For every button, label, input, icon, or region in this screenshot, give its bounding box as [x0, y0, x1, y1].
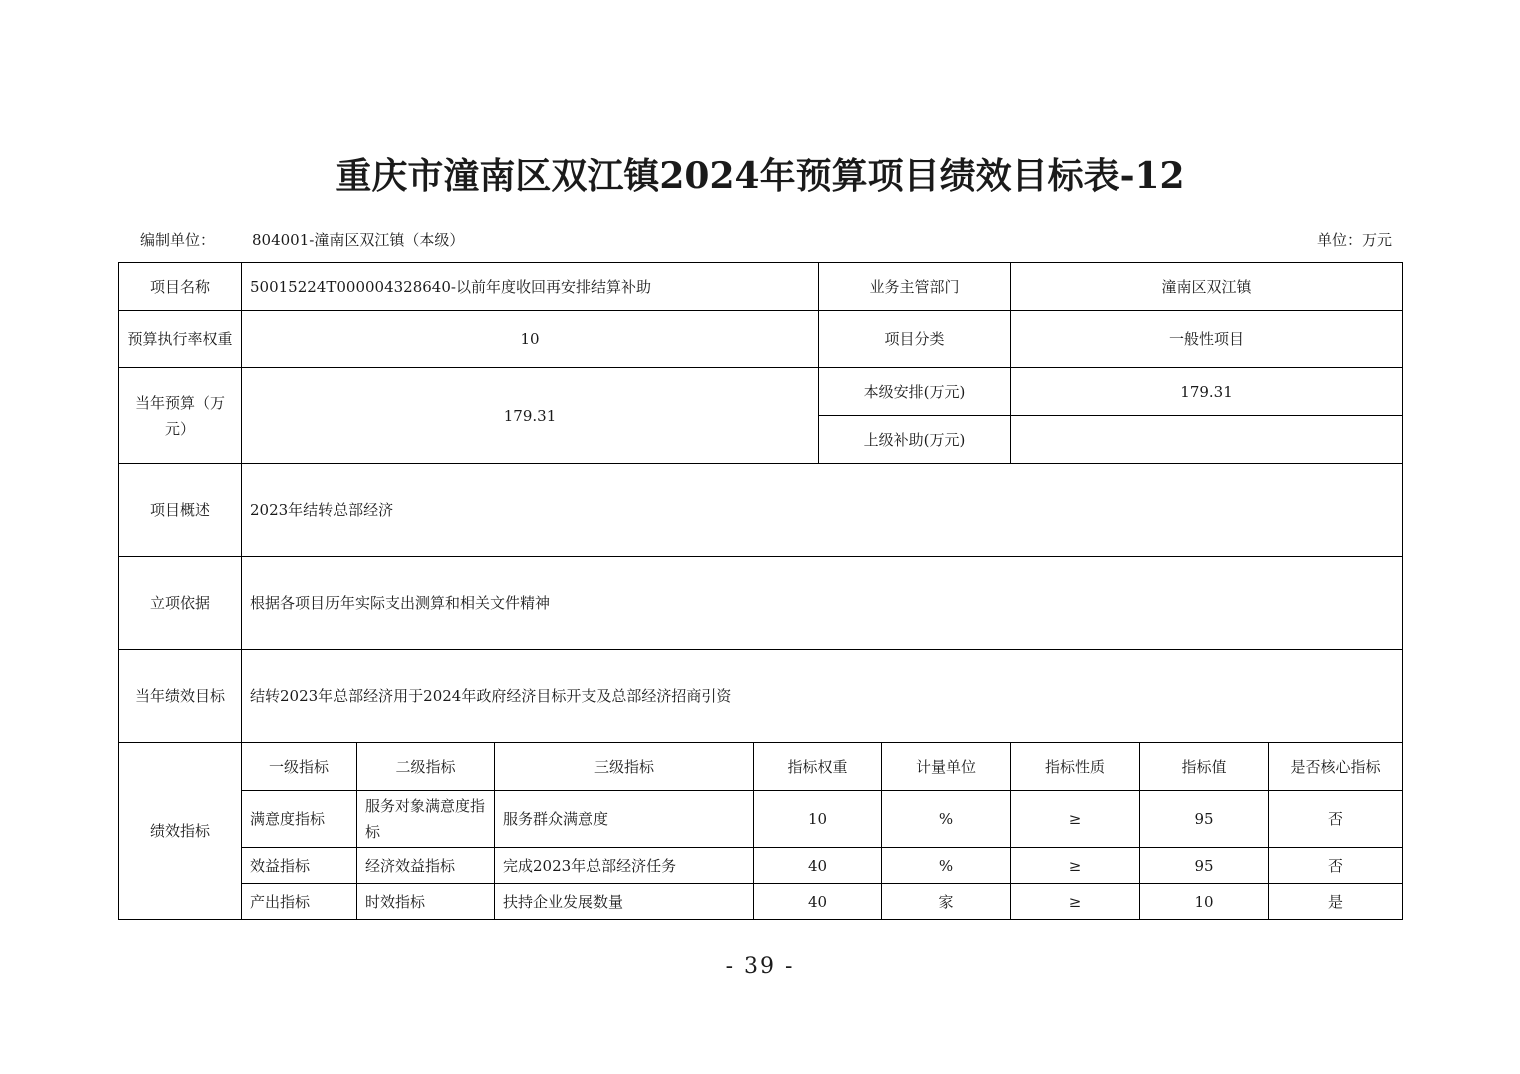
indicator-level3: 服务群众满意度 — [495, 791, 754, 848]
header-core: 是否核心指标 — [1269, 743, 1403, 791]
indicator-value: 10 — [1140, 884, 1269, 920]
local-budget-label: 本级安排(万元) — [819, 368, 1011, 416]
local-budget-value: 179.31 — [1011, 368, 1403, 416]
indicator-weight: 10 — [754, 791, 882, 848]
indicator-nature: ≥ — [1011, 884, 1140, 920]
header-nature: 指标性质 — [1011, 743, 1140, 791]
indicator-level3: 扶持企业发展数量 — [495, 884, 754, 920]
header-weight: 指标权重 — [754, 743, 882, 791]
indicator-weight: 40 — [754, 884, 882, 920]
upper-subsidy-label: 上级补助(万元) — [819, 416, 1011, 464]
goal-value: 结转2023年总部经济用于2024年政府经济目标开支及总部经济招商引资 — [242, 650, 1403, 743]
overview-value: 2023年结转总部经济 — [242, 464, 1403, 557]
indicator-level1: 效益指标 — [242, 848, 357, 884]
weight-label: 预算执行率权重 — [119, 311, 242, 368]
indicator-level2: 经济效益指标 — [357, 848, 495, 884]
performance-table — [118, 262, 1403, 920]
project-name-value: 50015224T000004328640-以前年度收回再安排结算补助 — [242, 263, 819, 311]
header-level1: 一级指标 — [242, 743, 357, 791]
indicator-row — [119, 884, 1403, 920]
indicator-nature: ≥ — [1011, 791, 1140, 848]
indicators-label: 绩效指标 — [119, 743, 242, 920]
indicator-nature: ≥ — [1011, 848, 1140, 884]
indicator-weight: 40 — [754, 848, 882, 884]
row-overview — [119, 464, 1403, 557]
row-project-name — [119, 263, 1403, 311]
row-budget — [119, 368, 1403, 416]
goal-label: 当年绩效目标 — [119, 650, 242, 743]
indicator-unit: % — [882, 848, 1011, 884]
page-number: - 39 - — [725, 954, 795, 979]
budget-label: 当年预算（万元） — [119, 368, 242, 464]
category-value: 一般性项目 — [1011, 311, 1403, 368]
indicator-value: 95 — [1140, 791, 1269, 848]
indicator-row — [119, 791, 1403, 848]
indicator-core: 否 — [1269, 791, 1403, 848]
indicator-unit: 家 — [882, 884, 1011, 920]
header-value: 指标值 — [1140, 743, 1269, 791]
page-title: 重庆市潼南区双江镇2024年预算项目绩效目标表-12 — [335, 155, 1185, 197]
compiling-unit-label: 编制单位： — [140, 231, 216, 249]
indicator-level1: 产出指标 — [242, 884, 357, 920]
indicator-level2: 时效指标 — [357, 884, 495, 920]
currency-unit: 单位：万元 — [1316, 231, 1392, 249]
indicator-core: 否 — [1269, 848, 1403, 884]
indicator-level2: 服务对象满意度指标 — [357, 791, 495, 848]
budget-value: 179.31 — [242, 368, 819, 464]
row-basis — [119, 557, 1403, 650]
basis-label: 立项依据 — [119, 557, 242, 650]
project-name-label: 项目名称 — [119, 263, 242, 311]
category-label: 项目分类 — [819, 311, 1011, 368]
indicator-core: 是 — [1269, 884, 1403, 920]
indicator-row — [119, 848, 1403, 884]
dept-label: 业务主管部门 — [819, 263, 1011, 311]
row-goal — [119, 650, 1403, 743]
indicator-level3: 完成2023年总部经济任务 — [495, 848, 754, 884]
weight-value: 10 — [242, 311, 819, 368]
overview-label: 项目概述 — [119, 464, 242, 557]
dept-value: 潼南区双江镇 — [1011, 263, 1403, 311]
header-level3: 三级指标 — [495, 743, 754, 791]
indicator-header-row — [119, 743, 1403, 791]
indicator-value: 95 — [1140, 848, 1269, 884]
indicator-unit: % — [882, 791, 1011, 848]
basis-value: 根据各项目历年实际支出测算和相关文件精神 — [242, 557, 1403, 650]
header-level2: 二级指标 — [357, 743, 495, 791]
header-unit: 计量单位 — [882, 743, 1011, 791]
row-weight — [119, 311, 1403, 368]
compiling-unit-value: 804001-潼南区双江镇（本级） — [252, 231, 465, 249]
upper-subsidy-value — [1011, 416, 1403, 464]
indicator-level1: 满意度指标 — [242, 791, 357, 848]
